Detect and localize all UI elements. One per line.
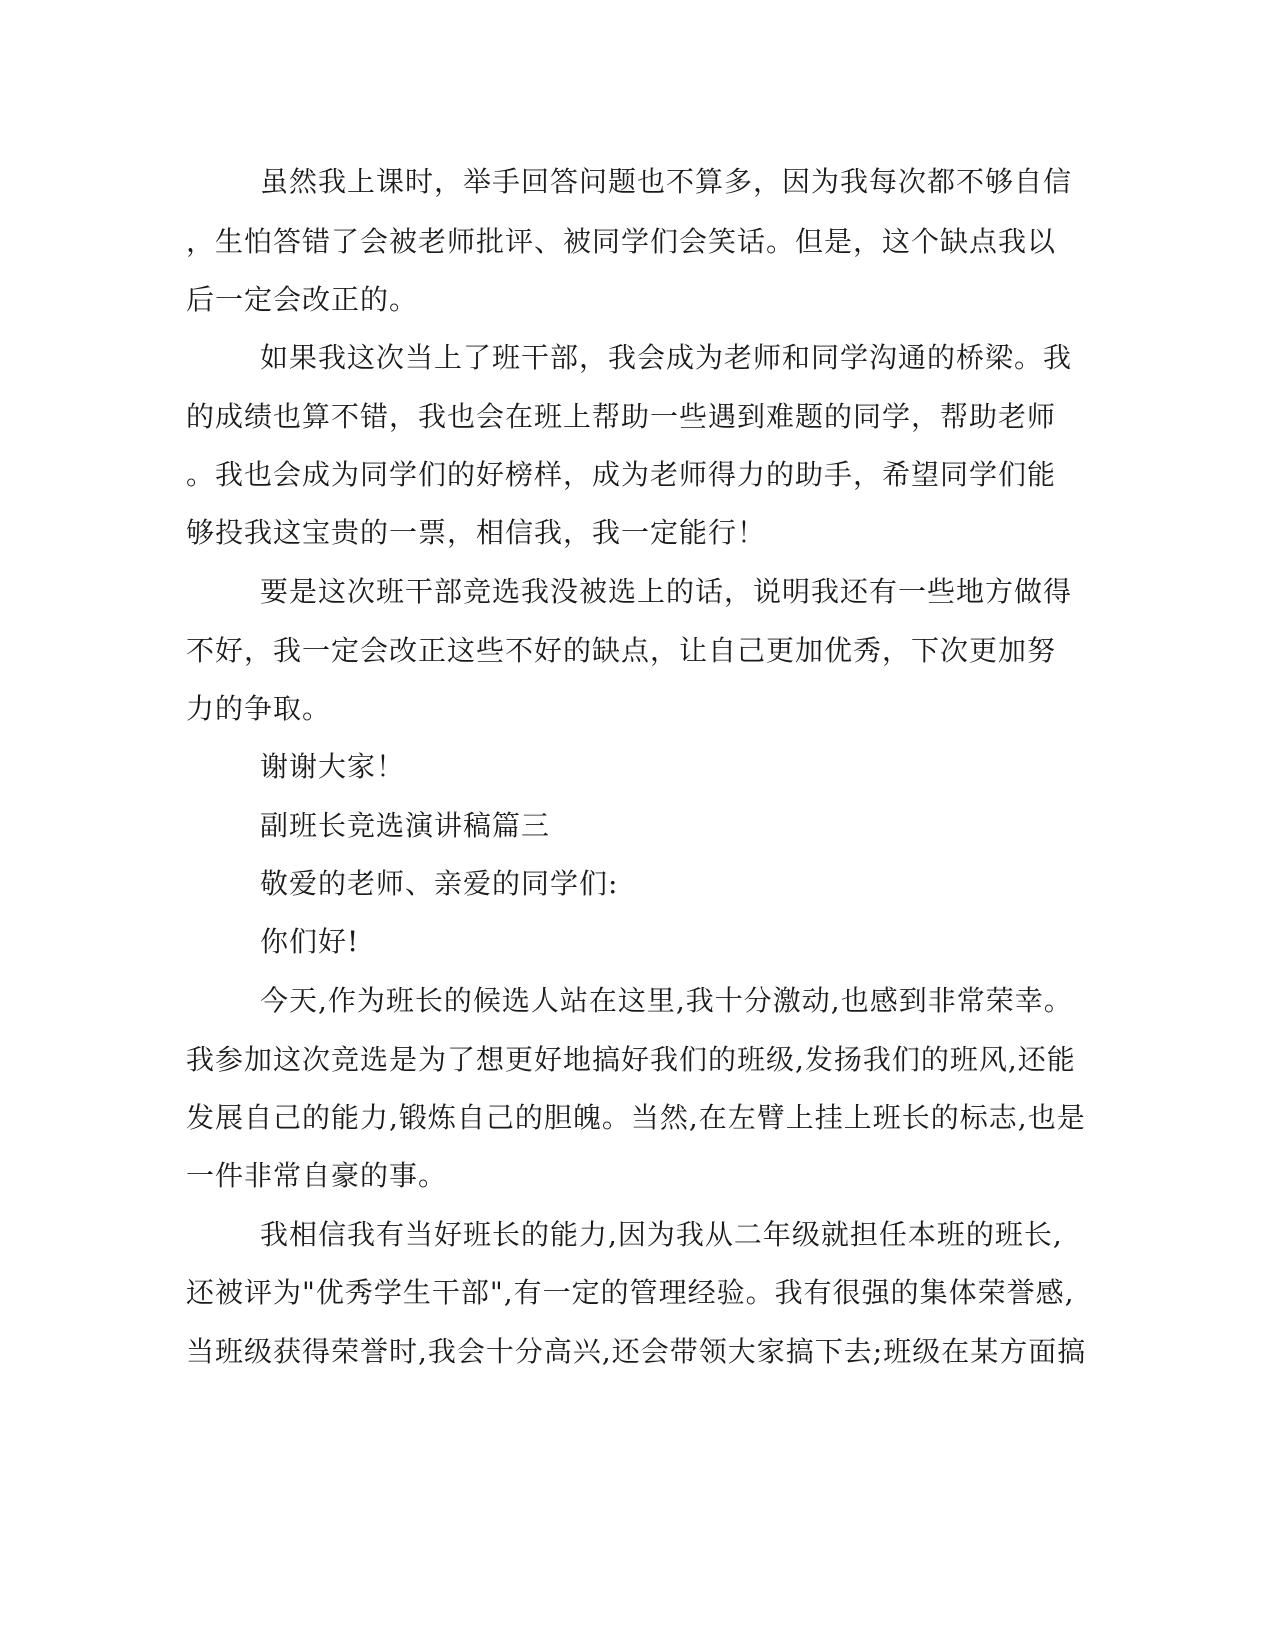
paragraph-line: 。我也会成为同学们的好榜样，成为老师得力的助手，希望同学们能 [186,458,1057,491]
paragraph-line: ，生怕答错了会被老师批评、被同学们会笑话。但是，这个缺点我以 [186,225,1057,258]
section-heading: 副班长竞选演讲稿篇三 [260,809,551,842]
salutation-line: 敬爱的老师、亲爱的同学们: [260,867,619,900]
paragraph-line: 当班级获得荣誉时,我会十分高兴,还会带领大家搞下去;班级在某方面搞 [186,1335,1087,1368]
paragraph-line: 的成绩也算不错，我也会在班上帮助一些遇到难题的同学，帮助老师 [186,400,1057,433]
paragraph-line: 够投我这宝贵的一票，相信我，我一定能行！ [186,516,767,549]
paragraph-line: 我相信我有当好班长的能力,因为我从二年级就担任本班的班长, [260,1218,1063,1251]
paragraph-line: 后一定会改正的。 [186,283,419,316]
paragraph-line: 不好，我一定会改正这些不好的缺点，让自己更加优秀，下次更加努 [186,634,1057,667]
paragraph-line: 今天,作为班长的候选人站在这里,我十分激动,也感到非常荣幸。 [260,984,1073,1017]
paragraph-line: 还被评为"优秀学生干部",有一定的管理经验。我有很强的集体荣誉感, [186,1276,1075,1309]
paragraph-line: 要是这次班干部竞选我没被选上的话，说明我还有一些地方做得 [260,575,1073,608]
paragraph-line: 力的争取。 [186,692,332,725]
paragraph-line: 我参加这次竞选是为了想更好地搞好我们的班级,发扬我们的班风,还能 [186,1043,1076,1076]
greeting-line: 你们好! [260,925,360,958]
paragraph-line: 发展自己的能力,锻炼自己的胆魄。当然,在左臂上挂上班长的标志,也是 [186,1101,1086,1134]
paragraph-line: 一件非常自豪的事。 [186,1159,448,1192]
paragraph-line: 虽然我上课时，举手回答问题也不算多，因为我每次都不够自信 [260,165,1073,198]
thanks-line: 谢谢大家！ [260,750,406,783]
paragraph-line: 如果我这次当上了班干部，我会成为老师和同学沟通的桥梁。我 [260,341,1073,374]
